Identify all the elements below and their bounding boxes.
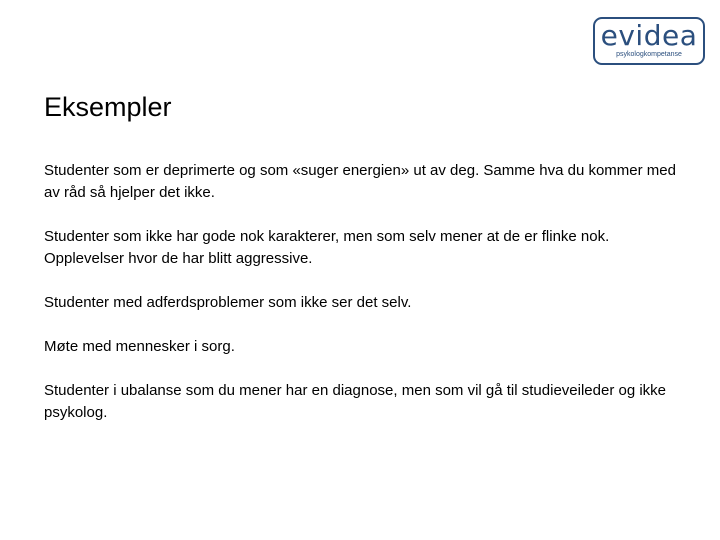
logo-tagline: psykologkompetanse: [616, 51, 682, 58]
slide-title: Eksempler: [44, 92, 172, 122]
paragraph-grief: Møte med mennesker i sorg.: [44, 338, 235, 355]
paragraph-behavior-problems: Studenter med adferdsproblemer som ikke ser det selv.: [44, 294, 412, 311]
evidea-logo: [593, 17, 705, 65]
logo-wordmark: evidea: [600, 19, 698, 52]
paragraph-imbalance: Studenter i ubalanse som du mener har en diagnose, men som vil gå til studieveileder og ikke psykolog.: [44, 382, 667, 421]
paragraph-grades: Studenter som ikke har gode nok karakterer, men som selv mener at de er flinke nok. Opplevelser hvor de har blitt aggressive.: [44, 228, 610, 267]
slide-body: [44, 160, 684, 446]
paragraph-depressed-students: Studenter som er deprimerte og som «suger energien» ut av deg. Samme hva du kommer med av råd så hjelper det ikke.: [44, 162, 676, 201]
